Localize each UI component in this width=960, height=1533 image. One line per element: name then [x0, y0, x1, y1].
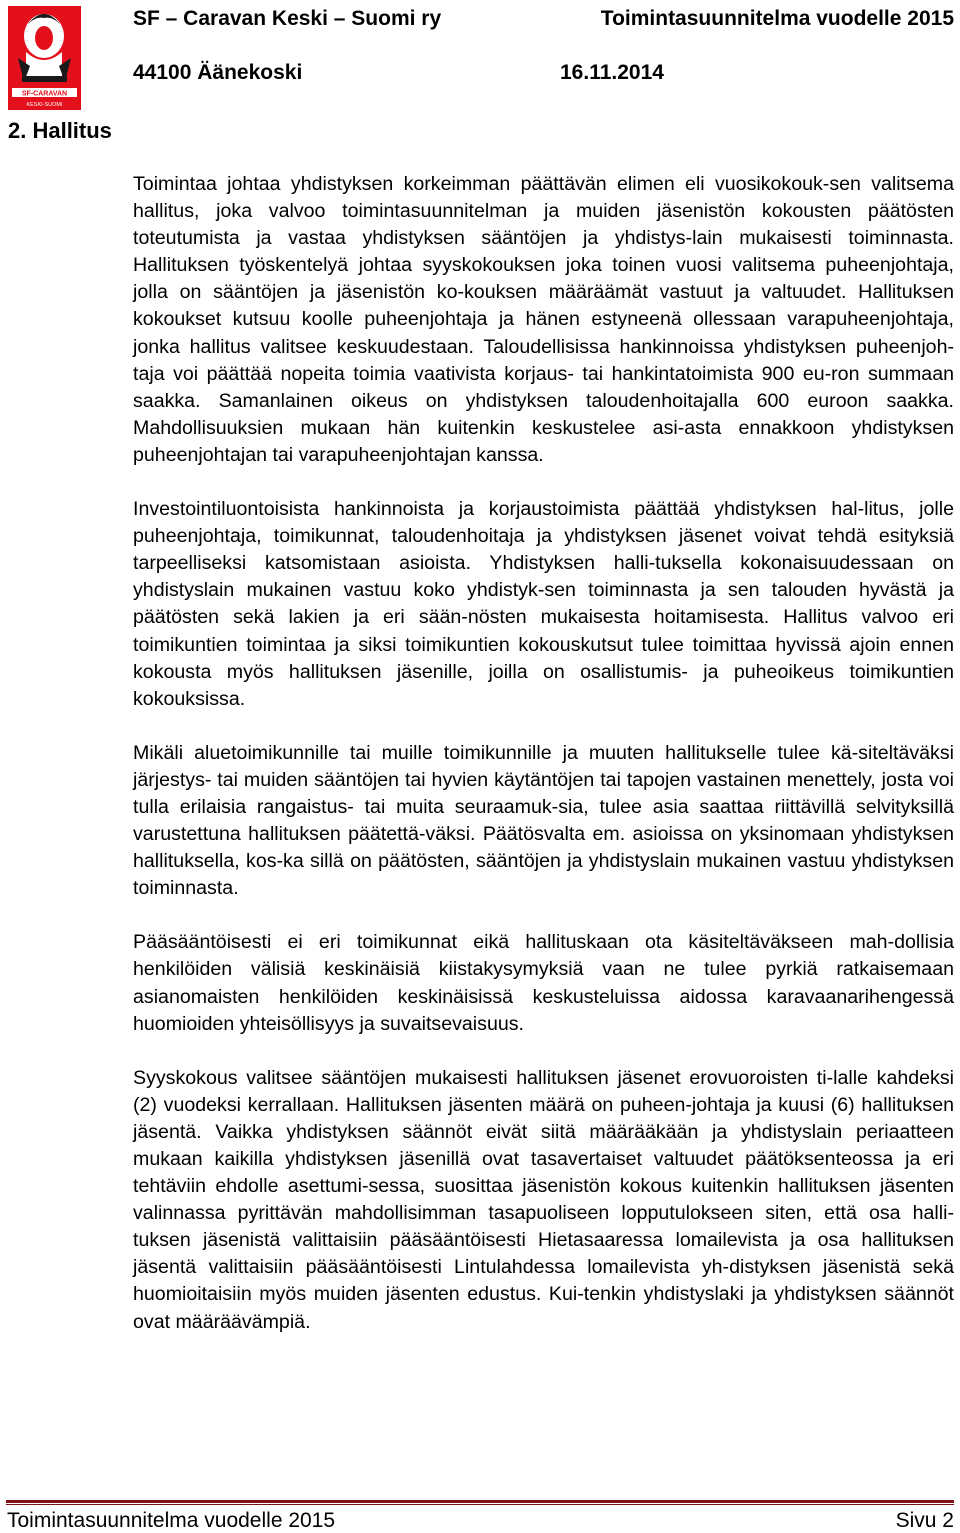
paragraph: Investointiluontoisista hankinnoista ja korjaustoimista päättää yhdistyksen hal-litus, jolle puheenjohtaja, toimikunnat, taloudenhoitaja ja yhdistyksen jäsenet voivat tehdä esityksiä tarpeelliseksi katsomistaan asioista. Yhdistyksen halli-tuksella kokonaisuudessaan on yhdistyslain mukainen vastuu koko yhdistyk-sen toiminnasta ja sen talouden hyvästä ja päätösten sekä lakien ja eri sään-nösten mukaisesta hoitamisesta. Hallitus valvoo eri toimikuntien toimintaa ja siksi toimikuntien kokouskutsut tulee toimittaa hyvissä ajoin ennen kokousta myös hallituksen jäsenille, joilla on osallistumis- ja puheoikeus toimikuntien kokouksissa.	[133, 498, 954, 710]
paragraph: Syyskokous valitsee sääntöjen mukaisesti hallituksen jäsenet erovuoroisten ti-lalle kahdeksi (2) vuodeksi kerrallaan. Hallituksen jäsenten määrä on puheen-johtaja ja kuusi (6) hallituksen jäsentä. Vaikka yhdistyksen säännöt eivät siitä määrääkään ja yhdistyslain periaatteen mukaan kaikilla yhdistyksen jäsenillä ovat tasavertaiset valtuudet päätöksenteossa ja eri tehtäviin ehdolle asettumi-sessa, suosittaa jäsenistön kokous kuitenkin hallituksen jäsenten valinnassa pyrittävän mahdollisimman tasapuoliseen lopputulokseen siten, että osa halli-tuksen jäsenistä valittaisiin pääsääntöisesti Hietasaaressa lomailevista ja osa hallituksen jäsentä valittaisiin pääsääntöisesti Lintulahdessa lomailevista yh-distyksen jäsenistä sekä huomioitaisiin myös muiden jäsenten edustus. Kui-tenkin yhdistyslaki ja yhdistyksen säännöt ovat määräävämpiä.	[133, 1066, 954, 1333]
page-number: Sivu 2	[895, 1509, 954, 1532]
svg-text:SF-CARAVAN: SF-CARAVAN	[21, 90, 68, 98]
paragraph: Mikäli aluetoimikunnille tai muille toimikunnille ja muuten hallitukselle tulee kä-siteltäväksi järjestys- tai muiden sääntöjen tai hyvien käytäntöjen tai tapojen vastainen menettely, josta voi tulla erilaisia rangaistus- tai muita seuraamuk-sia, tulee asia saattaa riittävillä selvityksillä varustettuna hallituksen päätettä-väksi. Päätösvalta em. asioissa on yksinomaan yhdistyksen hallituksella, kos-ka sillä on päätösten, sääntöjen ja yhdistyslain mukainen vastuu yhdistyksen toiminnasta.	[133, 741, 954, 900]
city-postcode: 44100 Äänekoski	[133, 61, 303, 84]
footer-rule-thin	[6, 1504, 954, 1505]
paragraph: Toimintaa johtaa yhdistyksen korkeimman päättävän elimen eli vuosikokouk-sen valitsema hallitus, joka valvoo toimintasuunnitelman ja muiden jäsenistön kokousten päätösten toteutumista ja vastaa yhdistyksen sääntöjen ja yhdistys-lain mukaisesti toiminnasta. Hallituksen työskentelyä johtaa syyskokouksen joka toinen vuosi valitsema puheenjohtaja, jolla on sääntöjen ja jäsenistön ko-kouksen määräämät vastuut ja valtuudet. Hallituksen kokoukset kutsuu koolle puheenjohtaja ja hänen estyneenä ollessaan varapuheenjohtaja, jonka hallitus valitsee keskuudestaan. Taloudellisissa hankinnoissa yhdistyksen puheenjoh-taja voi päättää nopeita toimia vaativista korjaus- tai hankintatoimista 900 eu-ron summaan saakka. Samanlainen oikeus on yhdistyksen taloudenhoitajalla 600 euroon saakka. Mahdollisuuksien mukaan hän kuitenkin keskustelee asi-asta ennakkoon yhdistyksen puheenjohtajan tai varapuheenjohtajan kanssa.	[133, 173, 954, 466]
document-body	[133, 171, 954, 1363]
caravan-club-logo-icon	[8, 6, 81, 110]
footer-document-title: Toimintasuunnitelma vuodelle 2015	[7, 1509, 336, 1532]
paragraph: Pääsääntöisesti ei eri toimikunnat eikä hallituskaan ota käsiteltäväkseen mah-dollisia henkilöiden välisiä keskinäisiä kiistakysymyksiä vaan ne tulee pyrkiä ratkaisemaan asianomaisten henkilöiden keskinäisissä keskusteluissa aidossa karavaanarihengessä huomioiden yhteisöllisyys ja suvaitsevaisuus.	[133, 931, 954, 1035]
document-date: 16.11.2014	[560, 61, 664, 84]
organization-name: SF – Caravan Keski – Suomi ry	[133, 7, 442, 30]
footer-rule-thick	[6, 1500, 954, 1503]
svg-text:KESKI-SUOMI: KESKI-SUOMI	[26, 102, 63, 108]
footer-rule	[6, 1500, 954, 1506]
section-title: 2. Hallitus	[8, 118, 112, 143]
plan-title: Toimintasuunnitelma vuodelle 2015	[600, 7, 954, 30]
